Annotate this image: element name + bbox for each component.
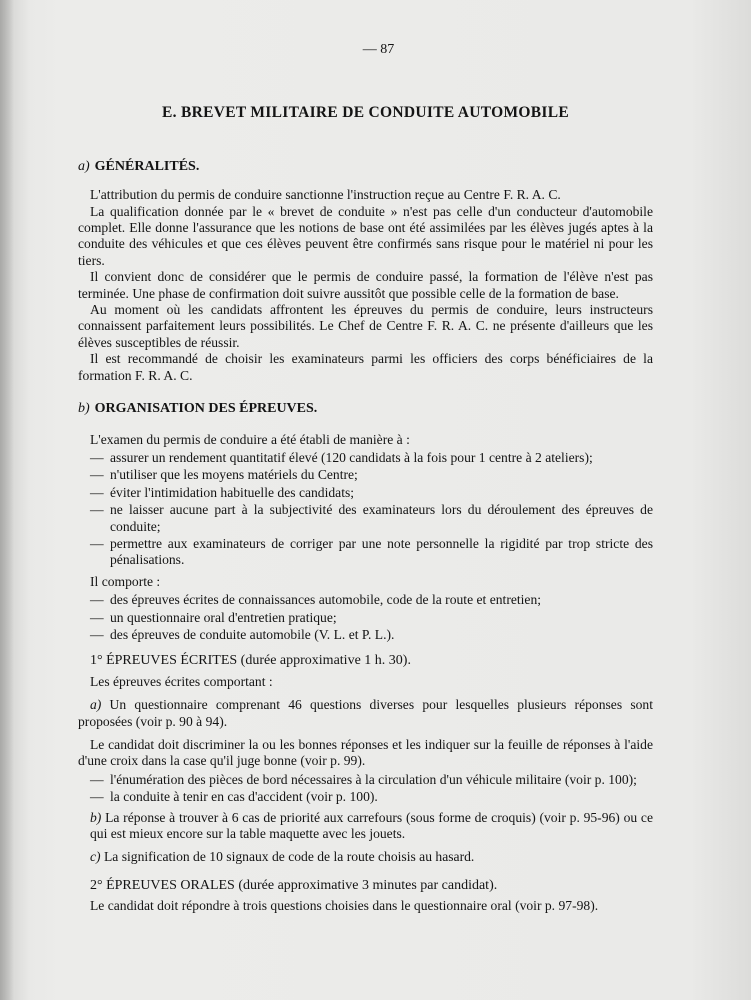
written-item-a-detail: Le candidat doit discriminer la ou les bonnes réponses et les indiquer sur la feuille de réponses à l'aide d'une croix dans la case qu'il juge bonne (voir p. 99). <box>78 737 653 769</box>
goals-list <box>90 450 653 569</box>
section-b-heading <box>78 401 653 417</box>
section-b-label: b) <box>78 401 90 417</box>
list-item: — la conduite à tenir en cas d'accident (voir p. 100). <box>90 789 378 805</box>
oral-tests-heading: 2° ÉPREUVES ORALES (durée approximative 3 minutes par candidat). <box>90 877 498 893</box>
written-item-c: c) La signification de 10 signaux de code de la route choisis au hasard. <box>90 849 475 865</box>
list-item: — l'énumération des pièces de bord nécessaires à la circulation d'un véhicule militaire (voir p. 100); <box>90 771 637 787</box>
section-b-intro: L'examen du permis de conduire a été établi de manière à : <box>90 431 410 447</box>
section-a-label: a) <box>78 158 90 174</box>
written-item-a-list <box>90 772 653 806</box>
section-a-paragraph-4: Au moment où les candidats affrontent les épreuves du permis de conduire, leurs instructeurs connaissent parfaitement leurs possibilités. Le Chef de Centre F. R. A. C. ne présente d'ailleurs que les élèves susceptibles de réussir. <box>78 302 653 350</box>
list-item: — ne laisser aucune part à la subjectivité des examinateurs lors du déroulement des épreuves de conduite; <box>90 502 653 534</box>
section-a-paragraph-5: Il est recommandé de choisir les examinateurs parmi les officiers des corps bénéficiaires de la formation F. R. A. C. <box>78 351 653 383</box>
oral-tests-text: Le candidat doit répondre à trois questions choisies dans le questionnaire oral (voir p. 97-98). <box>90 898 599 914</box>
comporte-label: Il comporte : <box>90 573 161 589</box>
list-item: — permettre aux examinateurs de corriger par une note personnelle la rigidité par trop stricte des pénalisations. <box>90 535 653 568</box>
section-b-title: ORGANISATION DES ÉPREUVES. <box>94 401 318 417</box>
page-content <box>78 42 653 915</box>
section-a-title: GÉNÉRALITÉS. <box>94 158 200 174</box>
page-number: — 87 <box>362 42 395 57</box>
list-item: — assurer un rendement quantitatif élevé (120 candidats à la fois pour 1 centre à 2 ateliers); <box>90 449 593 465</box>
section-a-paragraph-2: La qualification donnée par le « brevet de conduite » n'est pas celle d'un conducteur d'automobile complet. Elle donne l'assurance que les notions de base ont été assimilées par les élèves jugés aptes à la conduite des véhicules et que ces élèves peuvent être confirmés sans risque pour le matériel ni pour les tiers. <box>78 203 653 268</box>
written-tests-intro: Les épreuves écrites comportant : <box>90 673 273 689</box>
section-a-heading <box>78 159 653 175</box>
list-item: — éviter l'intimidation habituelle des candidats; <box>90 484 355 500</box>
list-item: — n'utiliser que les moyens matériels du Centre; <box>90 467 358 483</box>
parts-list <box>90 592 653 643</box>
section-a-paragraph-3: Il convient donc de considérer que le permis de conduire passé, la formation de l'élève n'est pas terminée. Une phase de confirmation doit suivre aussitôt que possible celle de la formation de base. <box>78 269 653 301</box>
list-item: — un questionnaire oral d'entretien pratique; <box>90 609 337 625</box>
section-a-paragraph-1: L'attribution du permis de conduire sanctionne l'instruction reçue au Centre F. R. A. C. <box>90 187 561 203</box>
list-item: — des épreuves écrites de connaissances automobile, code de la route et entretien; <box>90 592 542 608</box>
chapter-title: E. BREVET MILITAIRE DE CONDUITE AUTOMOBILE <box>161 104 570 122</box>
list-item: — des épreuves de conduite automobile (V. L. et P. L.). <box>90 626 395 642</box>
written-item-a: a) Un questionnaire comprenant 46 questions diverses pour lesquelles plusieurs réponses sont proposées (voir p. 90 à 94). <box>78 697 653 729</box>
written-tests-heading: 1° ÉPREUVES ÉCRITES (durée approximative 1 h. 30). <box>90 653 411 669</box>
written-item-b: b) La réponse à trouver à 6 cas de priorité aux carrefours (sous forme de croquis) (voir p. 95-96) ou ce qui est mieux encore sur la table maquette avec les jouets. <box>90 809 653 842</box>
